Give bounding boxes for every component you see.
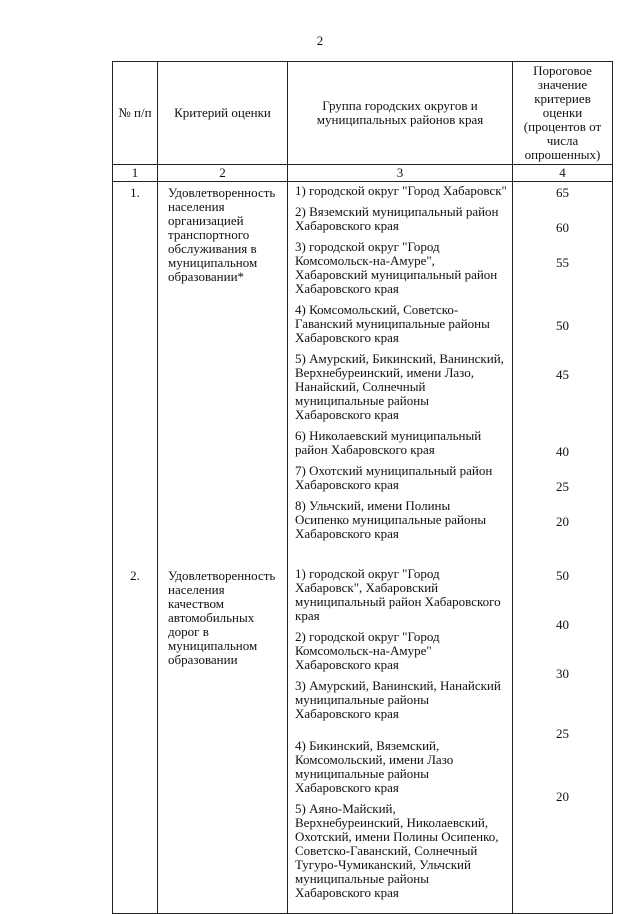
threshold-value: 65 <box>556 185 569 200</box>
threshold-value: 40 <box>556 617 569 632</box>
group-item: 6) Николаевский муниципальный район Хабаровского края <box>295 428 482 457</box>
threshold-value: 50 <box>556 318 569 333</box>
column-number: 4 <box>513 165 613 182</box>
group-item: 3) Амурский, Ванинский, Нанайский муниципальные районы Хабаровского края <box>295 678 501 721</box>
criterion-text: Удовлетворенность населения качеством автомобильных дорог в муниципальном образовании <box>158 565 288 914</box>
header-threshold: Пороговое значение критериев оценки (процентов от числа опрошенных) <box>513 62 613 165</box>
group-item: 2) городской округ "Город Комсомольск-на-Амуре" Хабаровского края <box>295 629 440 672</box>
threshold-value: 60 <box>556 220 569 235</box>
threshold-value: 25 <box>556 479 569 494</box>
row-number: 1. <box>113 182 158 566</box>
group-list <box>288 182 513 566</box>
group-item: 7) Охотский муниципальный район Хабаровского края <box>295 463 493 492</box>
criterion-text: Удовлетворенность населения организацией транспортного обслуживания в муниципальном образовании* <box>158 182 288 566</box>
group-item: 4) Бикинский, Вяземский, Комсомольский, имени Лазо муниципальные районы Хабаровского края <box>295 738 454 795</box>
value-list <box>513 565 613 914</box>
threshold-value: 30 <box>556 666 569 681</box>
column-number-row <box>113 165 613 182</box>
threshold-value: 20 <box>556 514 569 529</box>
group-item: 2) Вяземский муниципальный район Хабаровского края <box>295 204 499 233</box>
threshold-value: 25 <box>556 726 569 741</box>
column-number: 3 <box>288 165 513 182</box>
group-item: 1) городской округ "Город Хабаровск", Хабаровский муниципальный район Хабаровского края <box>295 566 501 623</box>
group-item: 1) городской округ "Город Хабаровск" <box>295 183 507 198</box>
header-group: Группа городских округов и муниципальных районов края <box>288 62 513 165</box>
threshold-value: 20 <box>556 789 569 804</box>
header-criterion: Критерий оценки <box>158 62 288 165</box>
table-header-row <box>113 62 613 165</box>
column-number: 1 <box>113 165 158 182</box>
threshold-value: 55 <box>556 255 569 270</box>
table-row <box>113 565 613 914</box>
group-item: 5) Аяно-Майский, Верхнебуреинский, Николаевский, Охотский, имени Полины Осипенко, Советско-Гаванский, Солнечный Тугуро-Чумиканский, Ульчский муниципальные районы Хабаровского края <box>295 801 499 900</box>
group-item: 3) городской округ "Город Комсомольск-на-Амуре", Хабаровский муниципальный район Хабаровского края <box>295 239 498 296</box>
group-item: 8) Ульчский, имени Полины Осипенко муниципальные районы Хабаровского края <box>295 498 487 541</box>
row-number: 2. <box>113 565 158 914</box>
group-list <box>288 565 513 914</box>
threshold-value: 45 <box>556 367 569 382</box>
threshold-value: 40 <box>556 444 569 459</box>
group-item: 5) Амурский, Бикинский, Ванинский, Верхнебуреинский, имени Лазо, Нанайский, Солнечный муниципальные районы Хабаровского края <box>295 351 504 422</box>
table-row <box>113 182 613 566</box>
group-item: 4) Комсомольский, Советско-Гаванский муниципальные районы Хабаровского края <box>295 302 490 345</box>
value-list <box>513 182 613 566</box>
threshold-value: 50 <box>556 568 569 583</box>
page-number: 2 <box>316 33 324 48</box>
header-num: № п/п <box>113 62 158 165</box>
criteria-table <box>112 61 613 914</box>
column-number: 2 <box>158 165 288 182</box>
